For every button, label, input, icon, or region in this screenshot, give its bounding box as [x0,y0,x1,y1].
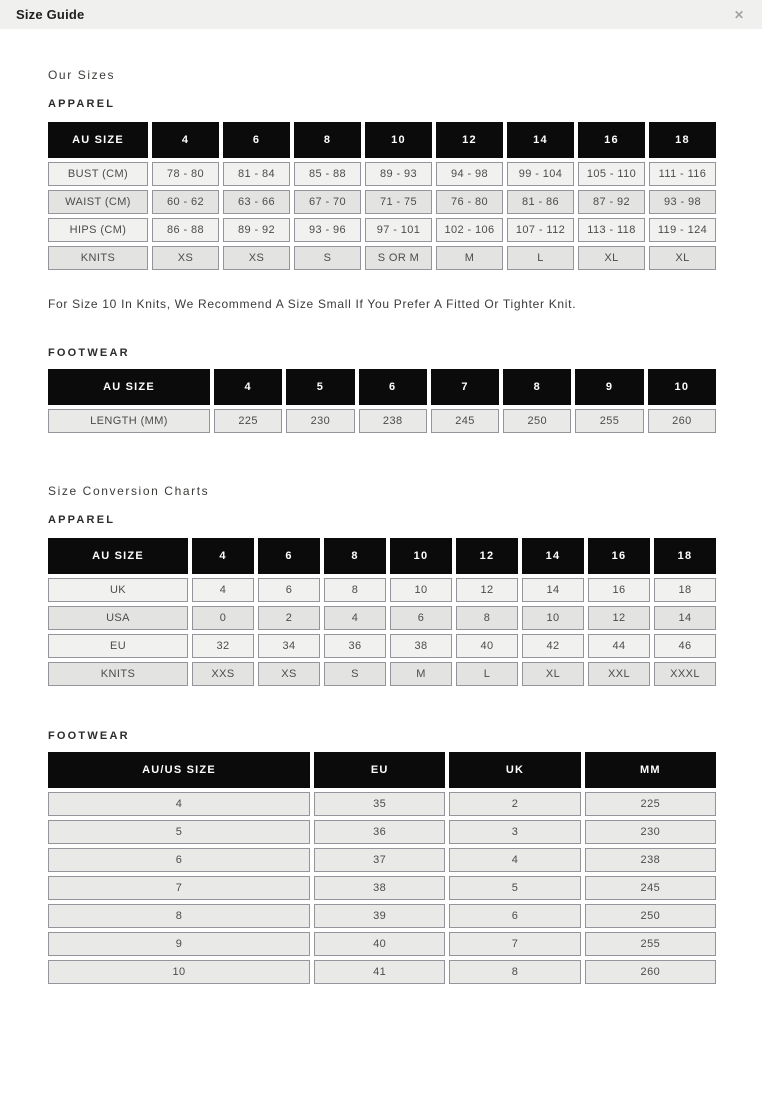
modal-header [0,0,762,29]
table-row [48,848,716,872]
data-cell: 18 [654,578,716,602]
column-header-cell: 10 [648,369,716,405]
data-cell: XS [258,662,320,686]
data-cell: 81 - 84 [223,162,290,186]
row-label-cell: 7 [48,876,310,900]
row-label-cell: UK [48,578,188,602]
data-cell: 32 [192,634,254,658]
data-cell: 260 [585,960,716,984]
row-label-cell: BUST (CM) [48,162,148,186]
data-cell: S [294,246,361,270]
data-cell: 2 [449,792,580,816]
data-cell: 40 [456,634,518,658]
row-label-cell: EU [48,634,188,658]
table-row [48,190,716,214]
row-label-cell: USA [48,606,188,630]
data-cell: 14 [654,606,716,630]
column-header-cell: 16 [588,538,650,574]
data-cell: XXL [588,662,650,686]
data-cell: 93 - 98 [649,190,716,214]
data-cell: 93 - 96 [294,218,361,242]
data-cell: 245 [431,409,499,433]
table-row [48,932,716,956]
column-header-cell: 16 [578,122,645,158]
column-header-cell: 4 [152,122,219,158]
close-icon[interactable]: ✕ [733,7,744,22]
data-cell: 113 - 118 [578,218,645,242]
data-cell: 97 - 101 [365,218,432,242]
header-row [48,752,716,788]
row-label-cell: 9 [48,932,310,956]
row-label-cell: 10 [48,960,310,984]
data-cell: 38 [390,634,452,658]
data-cell: 60 - 62 [152,190,219,214]
data-cell: 4 [449,848,580,872]
conversion-footwear-table [44,748,720,988]
column-header-cell: 7 [431,369,499,405]
knits-note: For Size 10 In Knits, We Recommend A Size Small If You Prefer A Fitted Or Tighter Knit. [48,297,577,311]
data-cell: 89 - 92 [223,218,290,242]
column-header-cell: AU/US SIZE [48,752,310,788]
modal-title: Size Guide [16,7,85,22]
header-row [48,538,716,574]
data-cell: M [390,662,452,686]
data-cell: 37 [314,848,445,872]
data-cell: 36 [324,634,386,658]
data-cell: 87 - 92 [578,190,645,214]
table-row [48,218,716,242]
data-cell: 111 - 116 [649,162,716,186]
data-cell: 245 [585,876,716,900]
column-header-cell: 14 [522,538,584,574]
data-cell: L [456,662,518,686]
table-row [48,634,716,658]
data-cell: XL [522,662,584,686]
data-cell: S OR M [365,246,432,270]
data-cell: 94 - 98 [436,162,503,186]
data-cell: 6 [258,578,320,602]
data-cell: 78 - 80 [152,162,219,186]
data-cell: 86 - 88 [152,218,219,242]
column-header-cell: 18 [654,538,716,574]
column-header-cell: 4 [214,369,282,405]
our-sizes-footwear-table [44,365,720,437]
data-cell: 38 [314,876,445,900]
table-row [48,960,716,984]
data-cell: 255 [575,409,643,433]
data-cell: L [507,246,574,270]
table-row [48,409,716,433]
apparel-label-conversion: APPAREL [48,514,116,526]
column-header-cell: 12 [456,538,518,574]
data-cell: 16 [588,578,650,602]
data-cell: XL [578,246,645,270]
data-cell: 67 - 70 [294,190,361,214]
footwear-label-conversion: FOOTWEAR [48,730,130,742]
table-row [48,606,716,630]
data-cell: 8 [456,606,518,630]
data-cell: 260 [648,409,716,433]
conversion-charts-heading: Size Conversion Charts [48,484,210,498]
table-row [48,792,716,816]
data-cell: 36 [314,820,445,844]
data-cell: 76 - 80 [436,190,503,214]
data-cell: M [436,246,503,270]
data-cell: 35 [314,792,445,816]
data-cell: 10 [390,578,452,602]
data-cell: XXS [192,662,254,686]
table-row [48,162,716,186]
table-row [48,246,716,270]
column-header-cell: 12 [436,122,503,158]
table-row [48,904,716,928]
column-header-cell: 8 [324,538,386,574]
data-cell: 10 [522,606,584,630]
data-cell: 81 - 86 [507,190,574,214]
table-row [48,578,716,602]
data-cell: XL [649,246,716,270]
data-cell: 85 - 88 [294,162,361,186]
data-cell: 119 - 124 [649,218,716,242]
column-header-cell: 9 [575,369,643,405]
data-cell: XS [223,246,290,270]
row-label-cell: LENGTH (MM) [48,409,210,433]
column-header-cell: AU SIZE [48,369,210,405]
data-cell: 8 [449,960,580,984]
data-cell: 238 [585,848,716,872]
conversion-apparel-table [44,534,720,690]
header-row [48,369,716,405]
data-cell: 8 [324,578,386,602]
data-cell: 63 - 66 [223,190,290,214]
our-sizes-heading: Our Sizes [48,68,116,82]
row-label-cell: 5 [48,820,310,844]
data-cell: 255 [585,932,716,956]
column-header-cell: 10 [365,122,432,158]
data-cell: 5 [449,876,580,900]
data-cell: 34 [258,634,320,658]
table-row [48,662,716,686]
data-cell: 7 [449,932,580,956]
column-header-cell: 4 [192,538,254,574]
row-label-cell: 6 [48,848,310,872]
data-cell: 4 [324,606,386,630]
row-label-cell: 4 [48,792,310,816]
data-cell: 12 [588,606,650,630]
table-row [48,820,716,844]
data-cell: 40 [314,932,445,956]
data-cell: 250 [585,904,716,928]
column-header-cell: 6 [258,538,320,574]
data-cell: 105 - 110 [578,162,645,186]
row-label-cell: KNITS [48,662,188,686]
data-cell: 6 [449,904,580,928]
column-header-cell: 6 [359,369,427,405]
data-cell: 42 [522,634,584,658]
our-sizes-apparel-table [44,118,720,274]
column-header-cell: UK [449,752,580,788]
header-row [48,122,716,158]
column-header-cell: MM [585,752,716,788]
data-cell: 225 [214,409,282,433]
size-guide-content [0,29,762,988]
data-cell: 44 [588,634,650,658]
data-cell: 230 [585,820,716,844]
data-cell: 39 [314,904,445,928]
data-cell: 99 - 104 [507,162,574,186]
row-label-cell: WAIST (CM) [48,190,148,214]
data-cell: 107 - 112 [507,218,574,242]
data-cell: XXXL [654,662,716,686]
column-header-cell: 6 [223,122,290,158]
row-label-cell: HIPS (CM) [48,218,148,242]
data-cell: 238 [359,409,427,433]
data-cell: 3 [449,820,580,844]
row-label-cell: 8 [48,904,310,928]
column-header-cell: 18 [649,122,716,158]
data-cell: 250 [503,409,571,433]
data-cell: 6 [390,606,452,630]
column-header-cell: 8 [503,369,571,405]
apparel-label-our-sizes: APPAREL [48,98,116,110]
column-header-cell: 10 [390,538,452,574]
footwear-label-our-sizes: FOOTWEAR [48,347,130,359]
data-cell: 230 [286,409,354,433]
column-header-cell: AU SIZE [48,538,188,574]
data-cell: S [324,662,386,686]
column-header-cell: 14 [507,122,574,158]
data-cell: 41 [314,960,445,984]
data-cell: 46 [654,634,716,658]
data-cell: 102 - 106 [436,218,503,242]
data-cell: 89 - 93 [365,162,432,186]
table-row [48,876,716,900]
data-cell: 225 [585,792,716,816]
data-cell: 4 [192,578,254,602]
row-label-cell: KNITS [48,246,148,270]
data-cell: XS [152,246,219,270]
column-header-cell: 8 [294,122,361,158]
data-cell: 71 - 75 [365,190,432,214]
column-header-cell: 5 [286,369,354,405]
column-header-cell: AU SIZE [48,122,148,158]
data-cell: 12 [456,578,518,602]
data-cell: 0 [192,606,254,630]
data-cell: 2 [258,606,320,630]
column-header-cell: EU [314,752,445,788]
data-cell: 14 [522,578,584,602]
